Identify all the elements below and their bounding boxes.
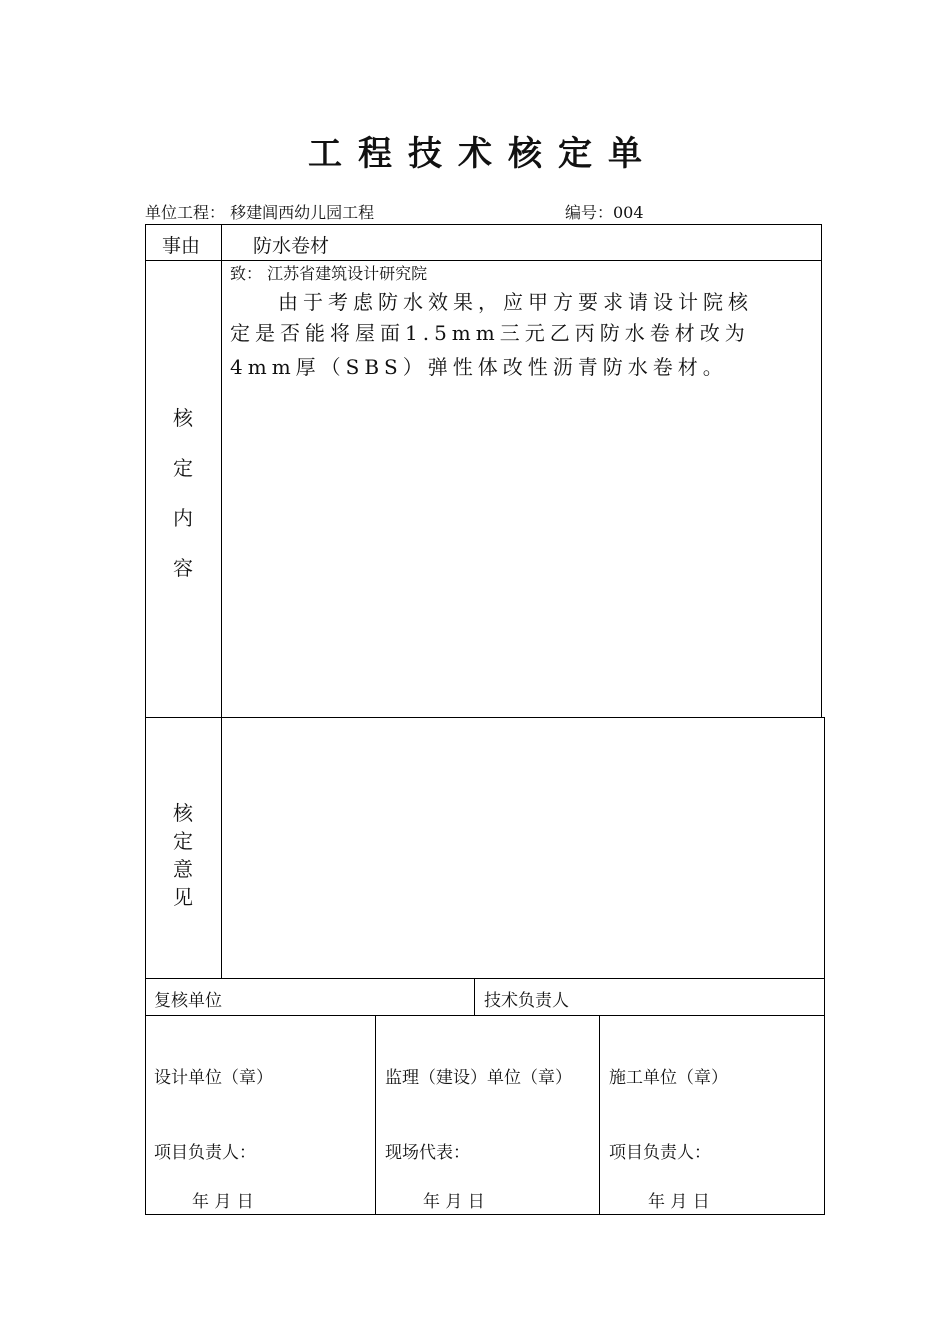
content-label-3: 内 [173,506,193,530]
opinion-label-3: 意 [173,857,193,881]
design-unit-seal: 设计单位（章） [154,1068,273,1088]
form-number: 编号：004 [565,203,644,222]
construction-project-lead: 项目负责人： [609,1143,711,1163]
opinion-input-area[interactable] [222,718,824,978]
opinion-label-1: 核 [173,801,193,825]
opinion-label-4: 见 [173,885,193,909]
reason-label: 事由 [162,235,201,257]
content-label-4: 容 [173,556,193,580]
site-representative: 现场代表： [385,1143,470,1163]
design-date: 年 月 日 [192,1192,254,1212]
opinion-label-2: 定 [173,829,193,853]
supervision-unit-seal: 监理（建设）单位（章） [385,1068,572,1088]
review-unit-label: 复核单位 [154,991,222,1011]
unit-project: 单位工程： 移建阊西幼儿园工程 [145,203,375,222]
content-line-3: 4mm厚（SBS）弹性体改性沥青防水卷材。 [230,355,728,379]
construction-date: 年 月 日 [648,1192,710,1212]
tech-lead-label: 技术负责人 [484,991,569,1011]
page-title: 工程技术核定单 [308,134,658,174]
design-project-lead: 项目负责人： [154,1143,256,1163]
supervision-date: 年 月 日 [423,1192,485,1212]
content-line-2: 定是否能将屋面1.5mm三元乙丙防水卷材改为 [230,321,750,345]
construction-unit-seal: 施工单位（章） [609,1068,728,1088]
content-label-2: 定 [173,456,193,480]
reason-value: 防水卷材 [253,235,330,257]
content-recipient: 致： 江苏省建筑设计研究院 [230,264,428,283]
content-line-1: 由于考虑防水效果，应甲方要求请设计院核 [278,290,753,314]
content-label-1: 核 [173,406,193,430]
